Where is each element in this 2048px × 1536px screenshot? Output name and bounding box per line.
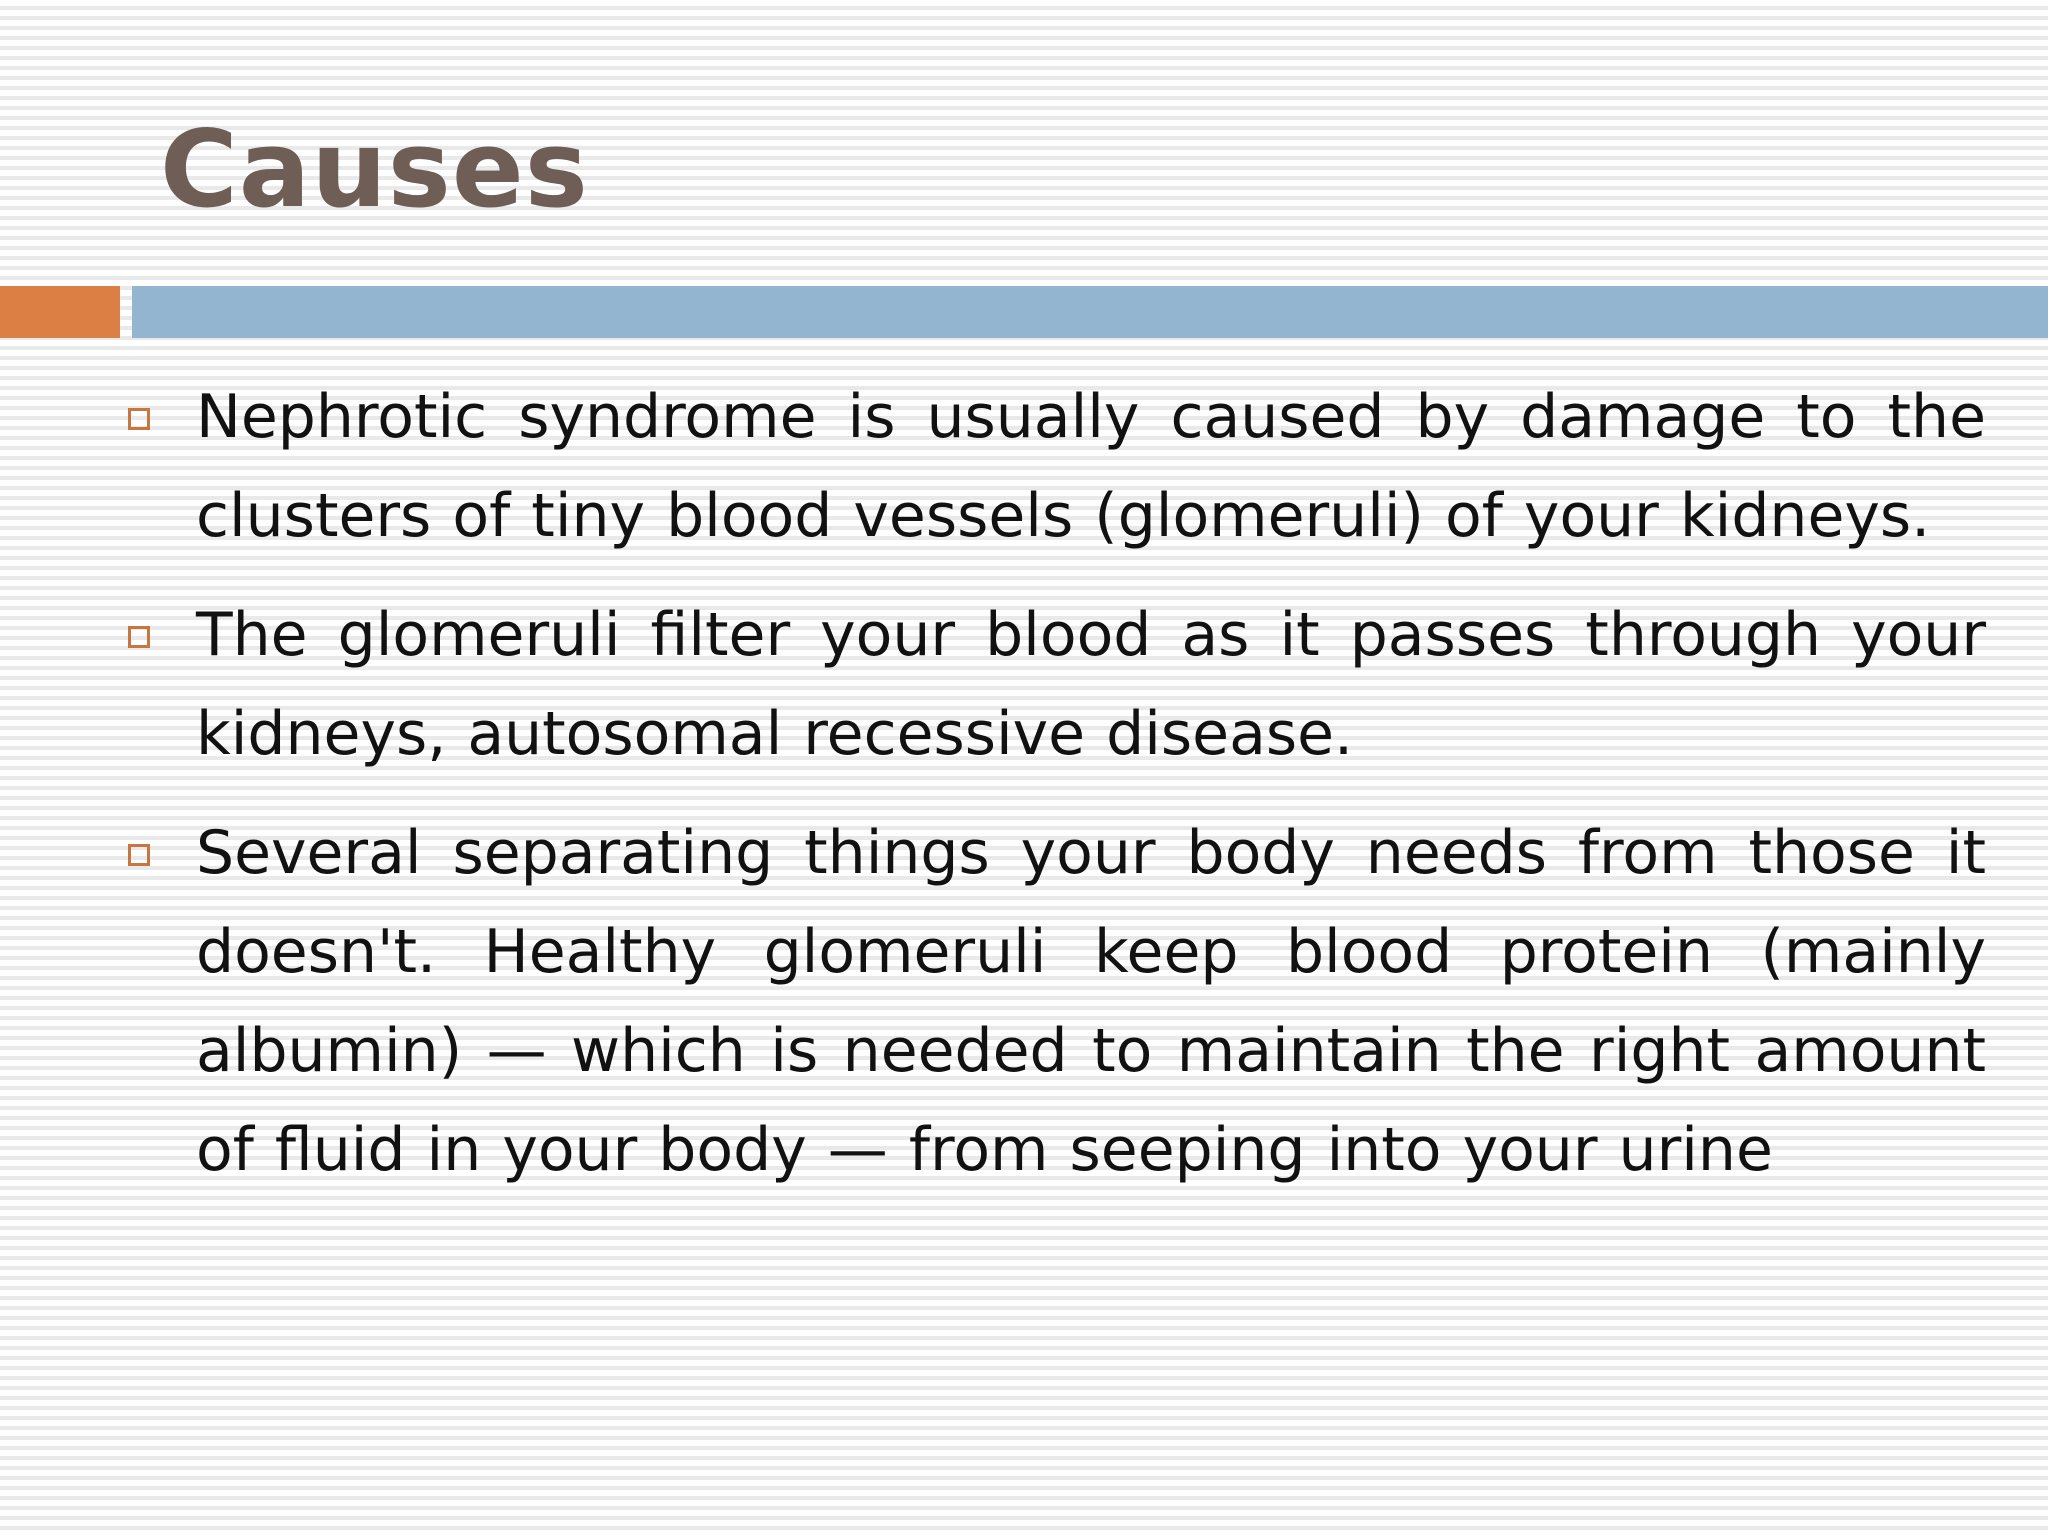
bullet-text: Nephrotic syndrome is usually caused by damage to the clusters of tiny blood vessels (glomeruli) of your kidneys. — [196, 382, 1986, 551]
hollow-square-icon — [128, 408, 150, 430]
bullet-text: Several separating things your body needs from those it doesn't. Healthy glomeruli keep blood protein (mainly albumin) — which is needed to maintain the right amount of fluid in your body — from seeping into your urine — [196, 818, 1986, 1185]
bullet-item — [124, 368, 1986, 566]
title-accent-bar — [0, 286, 120, 338]
bullet-text: The glomeruli filter your blood as it passes through your kidneys, autosomal recessive disease. — [196, 600, 1986, 769]
hollow-square-icon — [128, 844, 150, 866]
bullet-item — [124, 586, 1986, 784]
title-rule — [132, 286, 2048, 338]
bullet-item — [124, 804, 1986, 1200]
slide-title: Causes — [160, 108, 589, 231]
hollow-square-icon — [128, 626, 150, 648]
bullet-list — [124, 368, 1986, 1220]
